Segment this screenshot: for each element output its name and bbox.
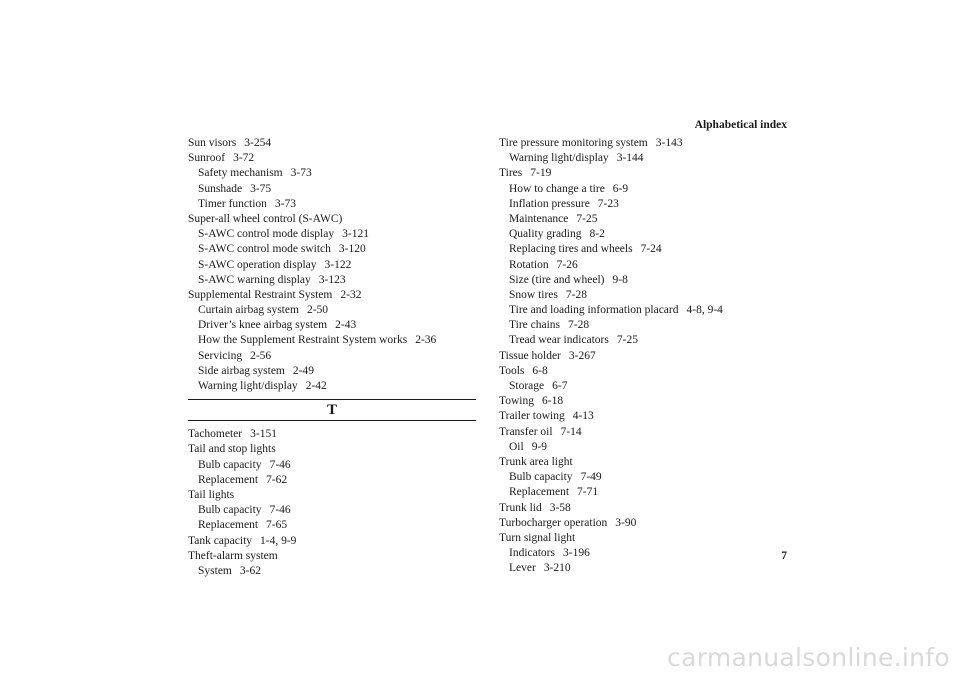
index-page-ref: 9-8 (612, 273, 628, 286)
index-term: Safety mechanism (198, 167, 283, 180)
index-term: Tail lights (188, 488, 235, 501)
index-page-ref: 6-7 (552, 380, 568, 392)
index-page-ref: 7-19 (530, 167, 552, 180)
index-page-ref: 2-50 (306, 304, 329, 317)
index-page-ref: 7-14 (560, 425, 582, 438)
index-term: Tire chains (509, 319, 561, 332)
index-entry (499, 516, 799, 531)
index-entry (499, 394, 799, 409)
index-term: S-AWC operation display (198, 258, 317, 271)
index-term: Timer function (198, 197, 267, 210)
index-page-ref: 7-46 (269, 458, 291, 471)
index-subentry (188, 303, 476, 318)
index-page-ref: 6-8 (532, 364, 548, 377)
index-term: Tail and stop lights (188, 443, 276, 456)
index-subentry (188, 458, 476, 473)
index-page-ref: 2-56 (250, 349, 272, 362)
index-term: Super-all wheel control (S-AWC) (188, 212, 343, 225)
index-subentry (499, 182, 799, 197)
index-subentry (188, 242, 476, 257)
index-page-ref: 2-49 (292, 364, 314, 377)
index-page-ref: 4-8, 9-4 (686, 304, 723, 317)
index-subentry (188, 273, 476, 288)
index-subentry (499, 333, 799, 348)
index-term: Tachometer (188, 428, 243, 441)
index-term: Tire pressure monitoring system (499, 137, 648, 149)
index-page-ref: 3-144 (616, 152, 644, 165)
index-term: Size (tire and wheel) (509, 273, 605, 286)
index-subentry (188, 227, 476, 242)
index-subentry (499, 485, 799, 500)
index-subentry (188, 318, 476, 333)
index-page-ref: 7-49 (580, 471, 602, 484)
index-term: S-AWC control mode switch (198, 243, 331, 256)
index-page-ref: 7-62 (266, 473, 288, 486)
index-page-ref: 3-90 (615, 516, 637, 529)
index-term: Trunk lid (499, 501, 542, 514)
index-page-ref: 2-36 (415, 334, 437, 347)
index-page-ref: 7-26 (556, 258, 578, 271)
index-term: Tread wear indicators (509, 334, 609, 347)
index-term: Sunroof (188, 152, 226, 165)
index-term: Inflation pressure (509, 197, 590, 210)
index-entry (188, 488, 476, 503)
index-subentry (499, 227, 799, 242)
index-term: Tools (499, 364, 525, 377)
index-entry (499, 409, 799, 424)
index-page-ref: 3-120 (338, 243, 366, 256)
index-term: Replacement (198, 473, 259, 486)
index-entry (188, 549, 476, 564)
index-term: Tissue holder (499, 349, 561, 362)
index-term: Driver’s knee airbag system (198, 319, 328, 332)
index-subentry (499, 212, 799, 227)
index-subentry (188, 349, 476, 364)
index-term: Tires (499, 167, 523, 180)
index-term: Transfer oil (499, 425, 553, 438)
index-subentry (499, 151, 799, 166)
index-subentry (499, 303, 799, 318)
index-term: Quality grading (509, 228, 582, 241)
index-entry (188, 212, 476, 227)
index-page-ref: 3-73 (290, 167, 312, 180)
index-subentry (499, 561, 799, 576)
index-term: How to change a tire (509, 182, 605, 195)
index-term: Warning light/display (509, 152, 609, 165)
index-term: How the Supplement Restraint System works (198, 334, 408, 347)
index-page-ref: 3-75 (250, 182, 272, 195)
index-term: Curtain airbag system (198, 304, 299, 317)
index-subentry (499, 379, 799, 394)
index-term: Tire and loading information placard (509, 304, 679, 317)
index-group-s (188, 136, 476, 394)
index-page-ref: 7-46 (269, 504, 291, 517)
index-page-ref: 2-32 (340, 288, 362, 301)
index-term: Turn signal light (499, 531, 576, 544)
index-page-ref: 7-25 (616, 334, 638, 347)
index-entry (188, 136, 476, 151)
index-page-ref: 1-4, 9-9 (260, 534, 297, 547)
index-page-ref: 7-25 (576, 212, 598, 225)
index-subentry (188, 333, 476, 348)
index-subentry (499, 242, 799, 257)
index-term: Bulb capacity (509, 471, 573, 484)
index-subentry (499, 546, 799, 561)
index-entry (499, 455, 799, 470)
index-term: Lever (509, 562, 536, 575)
index-term: Bulb capacity (198, 458, 262, 471)
index-term: Oil (509, 440, 524, 453)
index-term: Trailer towing (499, 410, 565, 423)
index-subentry (499, 273, 799, 288)
index-page-ref: 7-28 (565, 288, 587, 301)
index-term: S-AWC control mode display (198, 228, 335, 241)
index-entry (499, 425, 799, 440)
index-term: Replacement (509, 486, 570, 499)
index-page-ref: 3-72 (233, 152, 255, 165)
index-subentry (499, 318, 799, 333)
index-entry (188, 427, 476, 442)
index-term: Replacing tires and wheels (509, 243, 633, 256)
index-term: Storage (509, 380, 545, 392)
index-page-ref: 2-42 (305, 380, 327, 392)
index-term: Turbocharger operation (499, 516, 608, 529)
page-number: 7 (781, 550, 787, 562)
index-subentry (188, 379, 476, 394)
running-header: Alphabetical index (694, 119, 787, 131)
index-page-ref: 3-143 (655, 137, 683, 149)
index-entry (188, 442, 476, 457)
index-group-t-continued (499, 136, 799, 576)
section-letter-heading: T (188, 399, 476, 421)
index-term: Bulb capacity (198, 504, 262, 517)
index-subentry (499, 470, 799, 485)
index-term: Replacement (198, 519, 259, 532)
index-term: Indicators (509, 547, 555, 560)
index-entry (188, 151, 476, 166)
watermark: carmanualsonline.info (667, 643, 950, 672)
index-term: Sun visors (188, 137, 237, 149)
index-subentry (188, 258, 476, 273)
index-term: Snow tires (509, 288, 558, 301)
index-subentry (499, 258, 799, 273)
index-page-ref: 7-28 (568, 319, 590, 332)
index-page-ref: 4-13 (572, 410, 594, 423)
index-page-ref: 9-9 (531, 440, 548, 453)
index-page-ref: 3-123 (318, 273, 346, 286)
index-term: Towing (499, 395, 534, 408)
index-subentry (188, 564, 476, 579)
index-page-ref: 3-121 (342, 228, 369, 241)
index-page-ref: 3-62 (239, 564, 261, 577)
index-subentry (188, 364, 476, 379)
index-term: Trunk area light (499, 455, 573, 468)
index-entry (499, 531, 799, 546)
index-page-ref: 3-73 (274, 197, 296, 210)
index-term: Maintenance (509, 212, 569, 225)
index-page-ref: 2-43 (335, 319, 357, 332)
index-group-t (188, 427, 476, 579)
index-term: S-AWC warning display (198, 273, 311, 286)
index-term: Rotation (509, 258, 549, 271)
index-entry (188, 534, 476, 549)
index-term: Warning light/display (198, 380, 298, 392)
index-page-ref: 3-196 (562, 547, 590, 560)
index-subentry (188, 473, 476, 488)
index-term: Side airbag system (198, 364, 285, 377)
index-page-ref: 3-254 (244, 137, 272, 149)
index-term: Tank capacity (188, 534, 253, 547)
index-page-ref: 6-9 (612, 182, 629, 195)
index-term: Servicing (198, 349, 243, 362)
index-subentry (499, 197, 799, 212)
index-page-ref: 8-2 (589, 228, 605, 241)
index-page-ref: 3-122 (324, 258, 352, 271)
index-entry (499, 501, 799, 516)
index-page-ref: 7-65 (266, 519, 288, 532)
index-subentry (188, 197, 476, 212)
index-subentry (188, 166, 476, 181)
index-page-ref: 3-210 (543, 562, 571, 575)
index-subentry (188, 518, 476, 533)
index-term: System (198, 564, 232, 577)
index-subentry (499, 440, 799, 455)
index-page-ref: 3-58 (549, 501, 571, 514)
index-column-right (499, 136, 799, 576)
index-column-left (188, 136, 476, 579)
index-entry (499, 364, 799, 379)
index-entry (188, 288, 476, 303)
index-subentry (499, 288, 799, 303)
index-entry (499, 166, 799, 181)
index-page-ref: 7-71 (577, 486, 599, 499)
index-term: Sunshade (198, 182, 243, 195)
index-entry (499, 136, 799, 151)
index-page-ref: 3-267 (568, 349, 596, 362)
index-term: Supplemental Restraint System (188, 288, 333, 301)
index-subentry (188, 182, 476, 197)
index-term: Theft-alarm system (188, 549, 278, 562)
index-page-ref: 7-24 (640, 243, 662, 256)
index-entry (499, 349, 799, 364)
index-page-ref: 6-18 (541, 395, 564, 408)
index-page-ref: 3-151 (250, 428, 277, 441)
index-page-ref: 7-23 (597, 197, 619, 210)
index-subentry (188, 503, 476, 518)
